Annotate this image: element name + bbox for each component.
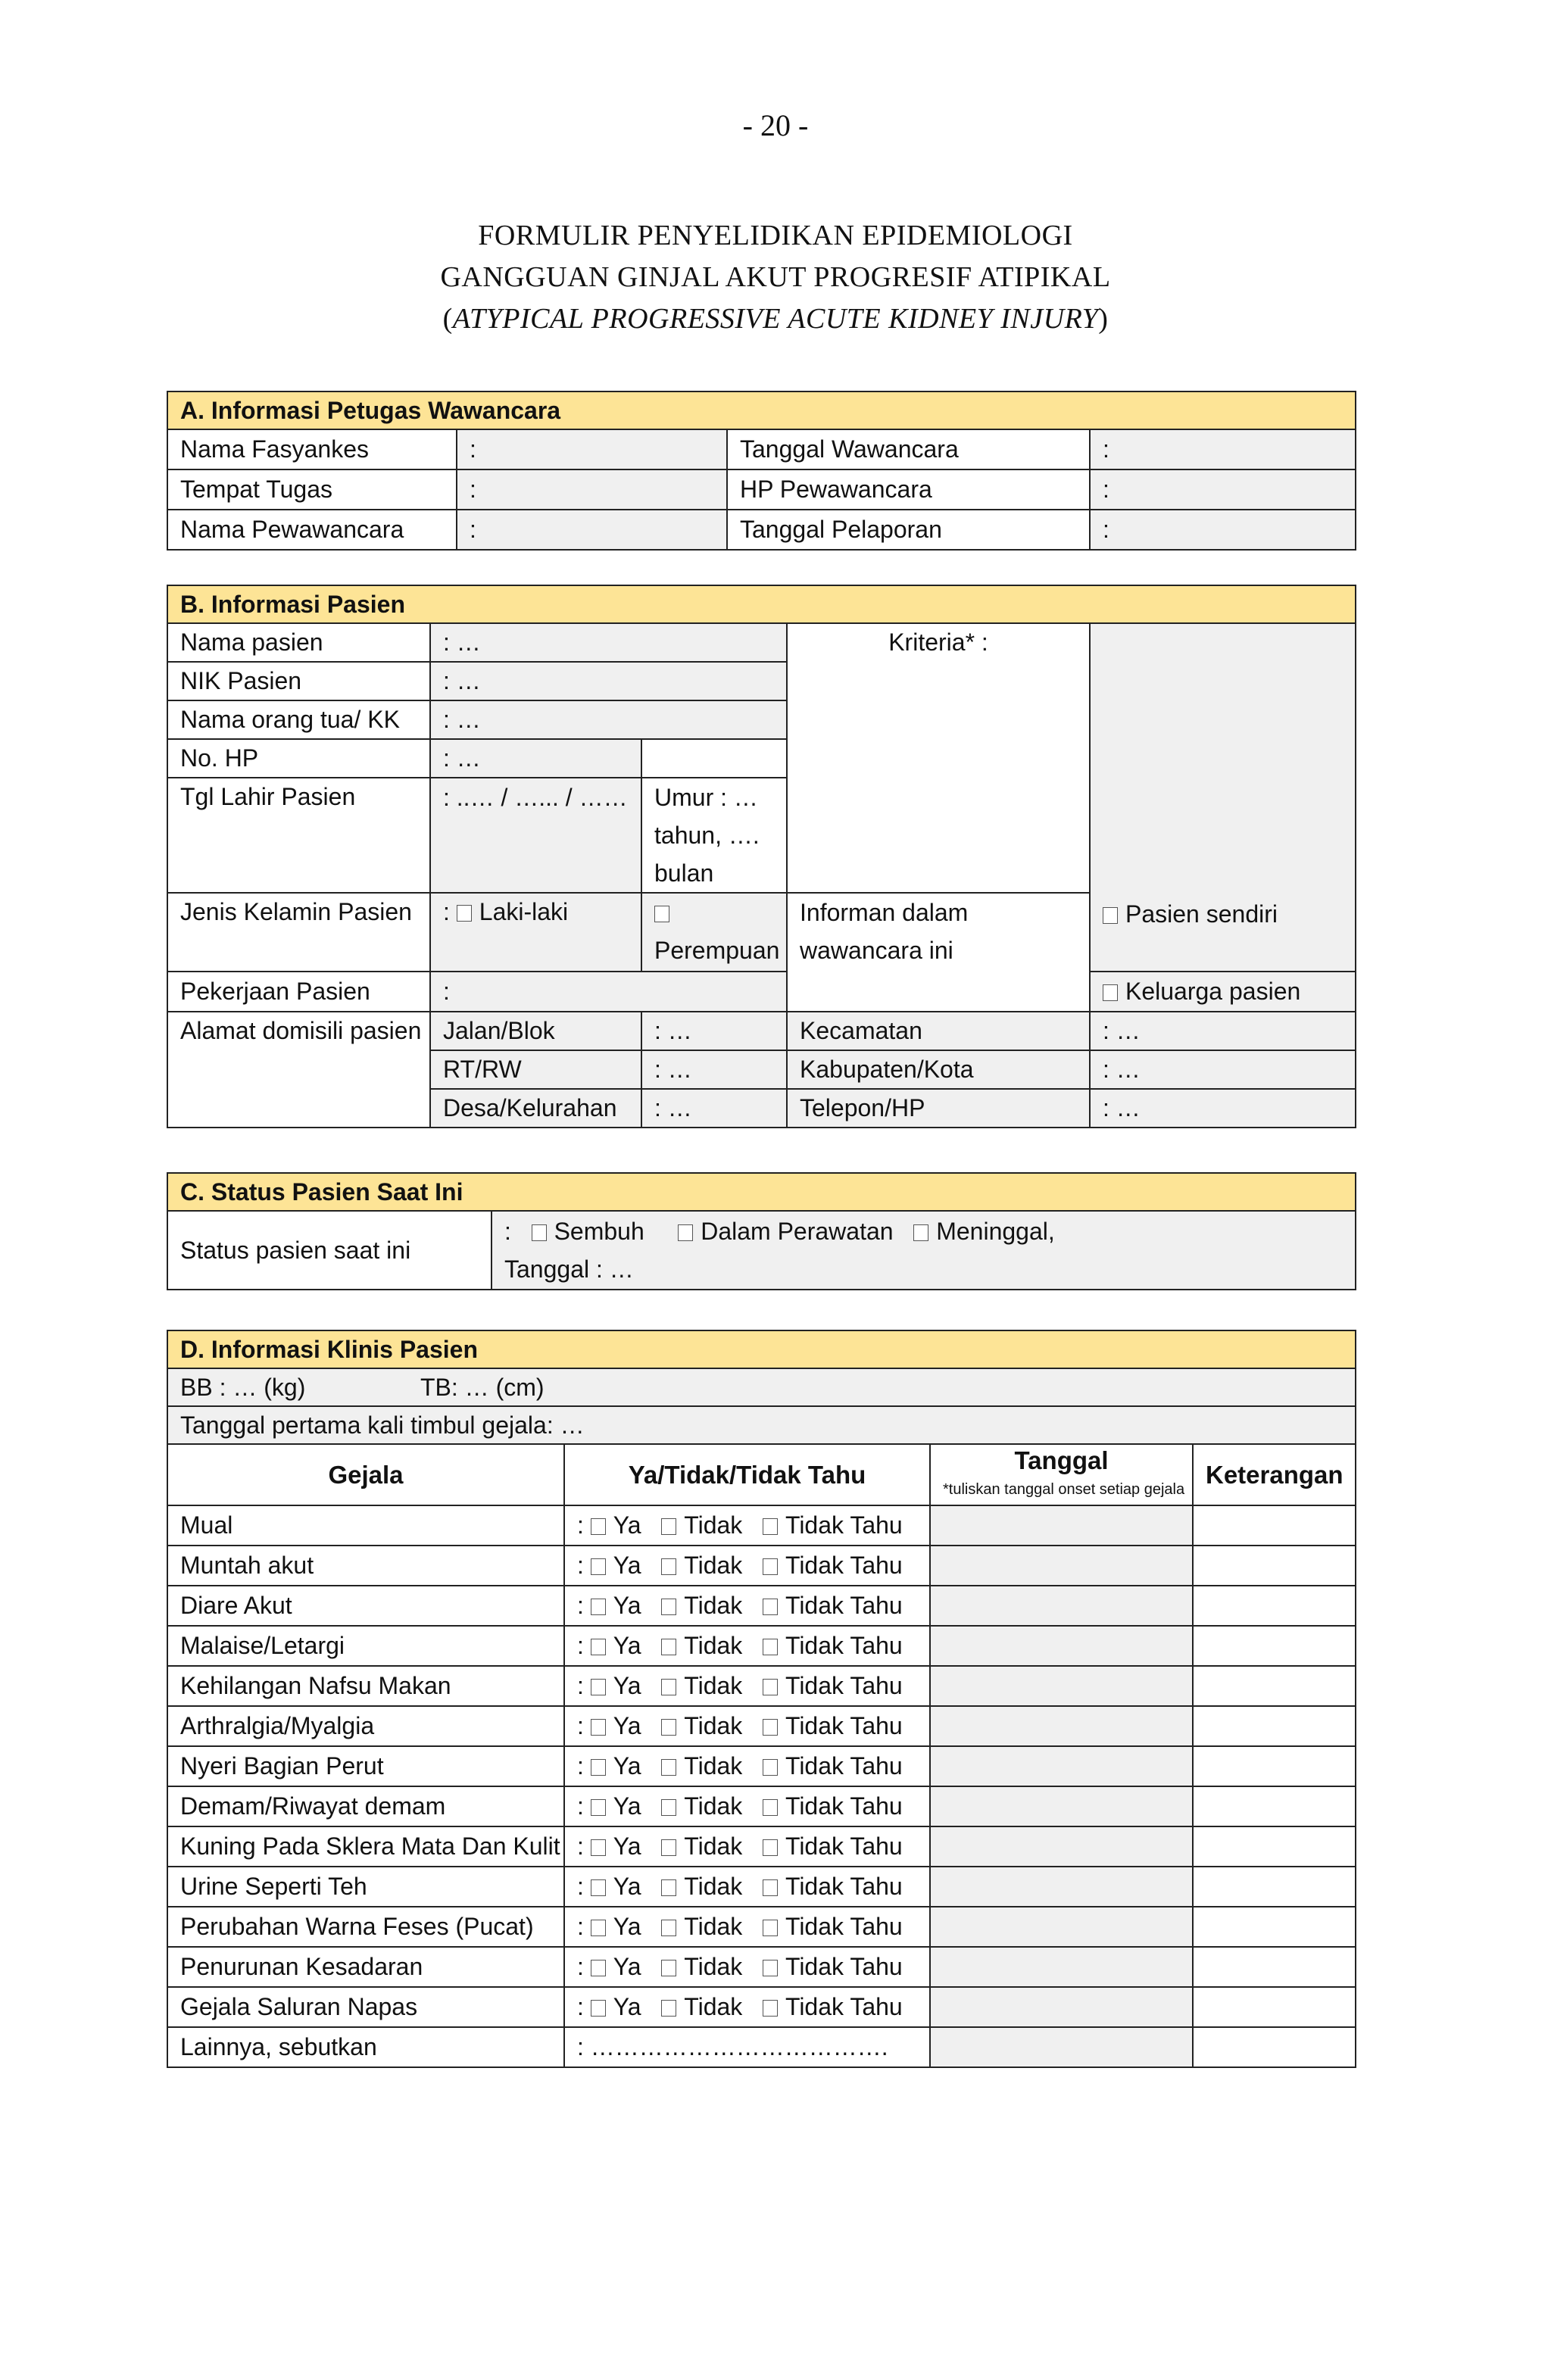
informan-option-keluarga[interactable]: Keluarga pasien xyxy=(1090,972,1356,1012)
checkbox-icon[interactable] xyxy=(661,1799,676,1816)
field-label: Tanggal Wawancara xyxy=(727,429,1090,469)
table-row xyxy=(167,1666,1356,1706)
keterangan-cell[interactable] xyxy=(1193,1746,1356,1786)
checkbox-icon[interactable] xyxy=(763,1558,778,1575)
option-ya[interactable]: Ya xyxy=(613,1511,641,1539)
bb-field[interactable]: BB : … (kg) xyxy=(180,1373,306,1401)
keterangan-cell[interactable] xyxy=(1193,1987,1356,2027)
symptom-label: Mual xyxy=(167,1505,564,1546)
nama-fasyankes-field[interactable]: : xyxy=(457,429,727,469)
checkbox-icon[interactable] xyxy=(763,1759,778,1776)
telepon-hp-field[interactable]: : … xyxy=(1090,1089,1356,1128)
checkbox-icon[interactable] xyxy=(763,1960,778,1976)
column-header-tanggal-note: *tuliskan tanggal onset setiap gejala xyxy=(943,1480,1185,1498)
informan-option-pasien-sendiri[interactable]: Pasien sendiri xyxy=(1103,899,1278,929)
tempat-tugas-field[interactable]: : xyxy=(457,469,727,510)
tanggal-cell[interactable] xyxy=(930,1867,1193,1907)
option-tidak-tahu[interactable]: Tidak Tahu xyxy=(785,1953,903,1980)
checkbox-icon[interactable] xyxy=(661,2000,676,2017)
section-a-header: A. Informasi Petugas Wawancara xyxy=(167,391,1356,429)
checkbox-icon[interactable] xyxy=(763,1518,778,1535)
option-tidak-tahu[interactable]: Tidak Tahu xyxy=(785,1552,903,1579)
option-ya[interactable]: Ya xyxy=(613,1913,641,1940)
symptom-options[interactable]: : Ya Tidak Tidak Tahu xyxy=(564,1666,930,1706)
status-pasien-field[interactable]: : Sembuh Dalam Perawatan Meninggal, Tanggal : … xyxy=(492,1211,1356,1290)
tanggal-cell[interactable] xyxy=(930,1907,1193,1947)
nik-field[interactable]: : … xyxy=(430,662,787,700)
nama-orangtua-field[interactable]: : … xyxy=(430,700,787,739)
table-row xyxy=(167,1786,1356,1826)
option-tidak[interactable]: Tidak xyxy=(684,1913,743,1940)
address-label: RT/RW xyxy=(430,1050,641,1089)
lainnya-field[interactable]: : ………………………………. xyxy=(564,2027,930,2067)
table-row xyxy=(167,2027,1356,2067)
field-label: Nama Pewawancara xyxy=(167,510,457,550)
checkbox-icon[interactable] xyxy=(661,1719,676,1736)
option-tidak-tahu[interactable]: Tidak Tahu xyxy=(785,1712,903,1739)
option-meninggal[interactable]: Meninggal, xyxy=(936,1218,1055,1245)
keterangan-cell[interactable] xyxy=(1193,1546,1356,1586)
option-tidak-tahu[interactable]: Tidak Tahu xyxy=(785,1792,903,1820)
checkbox-icon[interactable] xyxy=(678,1224,693,1241)
checkbox-icon[interactable] xyxy=(661,1639,676,1655)
symptom-options[interactable]: : Ya Tidak Tidak Tahu xyxy=(564,1505,930,1546)
table-row xyxy=(167,1706,1356,1746)
field-label: Tgl Lahir Pasien xyxy=(167,778,430,893)
field-label: NIK Pasien xyxy=(167,662,430,700)
table-row xyxy=(167,1907,1356,1947)
checkbox-icon[interactable] xyxy=(591,1679,606,1695)
hp-pewawancara-field[interactable]: : xyxy=(1090,469,1356,510)
tanggal-cell[interactable] xyxy=(930,1626,1193,1666)
keterangan-cell[interactable] xyxy=(1193,1786,1356,1826)
checkbox-icon[interactable] xyxy=(763,1679,778,1695)
field-label: Alamat domisili pasien xyxy=(167,1012,430,1128)
address-label: Jalan/Blok xyxy=(430,1012,641,1050)
symptom-options[interactable]: : Ya Tidak Tidak Tahu xyxy=(564,1947,930,1987)
checkbox-icon[interactable] xyxy=(913,1224,928,1241)
option-tidak[interactable]: Tidak xyxy=(684,1953,743,1980)
field-label: Nama orang tua/ KK xyxy=(167,700,430,739)
symptom-options[interactable]: : Ya Tidak Tidak Tahu xyxy=(564,1626,930,1666)
checkbox-icon[interactable] xyxy=(591,1518,606,1535)
checkbox-icon[interactable] xyxy=(591,1759,606,1776)
address-label: Kabupaten/Kota xyxy=(787,1050,1090,1089)
field-label: Tempat Tugas xyxy=(167,469,457,510)
keterangan-cell[interactable] xyxy=(1193,1907,1356,1947)
title-line-1: FORMULIR PENYELIDIKAN EPIDEMIOLOGI xyxy=(478,220,1073,251)
field-label: No. HP xyxy=(167,739,430,778)
tb-field[interactable]: TB: … (cm) xyxy=(420,1373,545,1401)
tanggal-pelaporan-field[interactable]: : xyxy=(1090,510,1356,550)
option-tidak-tahu[interactable]: Tidak Tahu xyxy=(785,1672,903,1699)
bb-tb-field[interactable] xyxy=(167,1368,1356,1406)
form-title xyxy=(0,215,1551,340)
checkbox-icon[interactable] xyxy=(532,1224,547,1241)
tanggal-cell[interactable] xyxy=(930,1706,1193,1746)
address-label: Desa/Kelurahan xyxy=(430,1089,641,1128)
jenis-kelamin-option-perempuan[interactable]: Perempuan xyxy=(641,893,787,972)
option-ya[interactable]: Ya xyxy=(613,1672,641,1699)
option-tidak-tahu[interactable]: Tidak Tahu xyxy=(785,1511,903,1539)
option-ya[interactable]: Ya xyxy=(613,1752,641,1780)
checkbox-icon[interactable] xyxy=(763,1639,778,1655)
kecamatan-field[interactable]: : … xyxy=(1090,1012,1356,1050)
checkbox-icon[interactable] xyxy=(661,1518,676,1535)
keterangan-cell[interactable] xyxy=(1193,1947,1356,1987)
option-tidak-tahu[interactable]: Tidak Tahu xyxy=(785,1592,903,1619)
symptom-label: Nyeri Bagian Perut xyxy=(167,1746,564,1786)
table-row xyxy=(167,1586,1356,1626)
option-tidak[interactable]: Tidak xyxy=(684,1592,743,1619)
section-d-table xyxy=(167,1330,1356,2068)
tanggal-meninggal-field[interactable]: Tanggal : … xyxy=(504,1256,634,1283)
checkbox-icon[interactable] xyxy=(591,1879,606,1896)
symptom-label: Arthralgia/Myalgia xyxy=(167,1706,564,1746)
keterangan-cell[interactable] xyxy=(1193,1826,1356,1867)
checkbox-icon[interactable] xyxy=(457,905,472,922)
checkbox-icon[interactable] xyxy=(763,1799,778,1816)
option-tidak-tahu[interactable]: Tidak Tahu xyxy=(785,1873,903,1900)
tanggal-cell[interactable] xyxy=(930,1746,1193,1786)
symptom-label: Penurunan Kesadaran xyxy=(167,1947,564,1987)
jalan-blok-field[interactable]: : … xyxy=(641,1012,787,1050)
keterangan-cell[interactable] xyxy=(1193,1666,1356,1706)
checkbox-icon[interactable] xyxy=(763,2000,778,2017)
checkbox-icon[interactable] xyxy=(661,1960,676,1976)
checkbox-icon[interactable] xyxy=(591,1719,606,1736)
option-tidak-tahu[interactable]: Tidak Tahu xyxy=(785,1913,903,1940)
checkbox-icon[interactable] xyxy=(591,1920,606,1936)
field-label: Nama Fasyankes xyxy=(167,429,457,469)
rt-rw-field[interactable]: : … xyxy=(641,1050,787,1089)
section-c-header: C. Status Pasien Saat Ini xyxy=(167,1173,1356,1211)
checkbox-icon[interactable] xyxy=(661,1558,676,1575)
symptom-options[interactable]: : Ya Tidak Tidak Tahu xyxy=(564,1546,930,1586)
address-label: Telepon/HP xyxy=(787,1089,1090,1128)
checkbox-icon[interactable] xyxy=(591,2000,606,2017)
checkbox-icon[interactable] xyxy=(654,906,669,922)
checkbox-icon[interactable] xyxy=(591,1839,606,1856)
tanggal-cell[interactable] xyxy=(930,1505,1193,1546)
column-header-gejala: Gejala xyxy=(167,1444,564,1505)
checkbox-icon[interactable] xyxy=(1103,984,1118,1001)
table-row xyxy=(167,1505,1356,1546)
nohp-field[interactable]: : … xyxy=(430,739,641,778)
symptom-options[interactable]: : Ya Tidak Tidak Tahu xyxy=(564,1706,930,1746)
tanggal-cell[interactable] xyxy=(930,1826,1193,1867)
option-tidak[interactable]: Tidak xyxy=(684,1672,743,1699)
option-dalam-perawatan[interactable]: Dalam Perawatan xyxy=(701,1218,894,1245)
option-ya[interactable]: Ya xyxy=(613,1953,641,1980)
option-tidak[interactable]: Tidak xyxy=(684,1833,743,1860)
checkbox-icon[interactable] xyxy=(763,1920,778,1936)
option-ya[interactable]: Ya xyxy=(613,1993,641,2020)
field-label: Nama pasien xyxy=(167,623,430,662)
tanggal-cell[interactable] xyxy=(930,1947,1193,1987)
option-ya[interactable]: Ya xyxy=(613,1712,641,1739)
option-tidak[interactable]: Tidak xyxy=(684,1511,743,1539)
option-tidak[interactable]: Tidak xyxy=(684,1752,743,1780)
checkbox-icon[interactable] xyxy=(661,1679,676,1695)
symptom-options[interactable]: : Ya Tidak Tidak Tahu xyxy=(564,1867,930,1907)
tanggal-cell[interactable] xyxy=(930,1987,1193,2027)
column-header-ya-tidak: Ya/Tidak/Tidak Tahu xyxy=(564,1444,930,1505)
tanggal-cell[interactable] xyxy=(930,1586,1193,1626)
tanggal-gejala-field[interactable]: Tanggal pertama kali timbul gejala: … xyxy=(167,1406,1356,1444)
table-row xyxy=(167,1746,1356,1786)
title-line-2: GANGGUAN GINJAL AKUT PROGRESIF ATIPIKAL xyxy=(440,261,1111,293)
checkbox-icon[interactable] xyxy=(591,1960,606,1976)
tgl-lahir-field[interactable]: : ..… / …... / …… xyxy=(430,778,641,893)
checkbox-icon[interactable] xyxy=(591,1599,606,1615)
empty-cell xyxy=(641,739,787,778)
option-ya[interactable]: Ya xyxy=(613,1632,641,1659)
field-label: HP Pewawancara xyxy=(727,469,1090,510)
field-label: Pekerjaan Pasien xyxy=(167,972,430,1012)
pekerjaan-field[interactable]: : xyxy=(430,972,787,1012)
option-tidak[interactable]: Tidak xyxy=(684,1873,743,1900)
tanggal-cell[interactable] xyxy=(930,1546,1193,1586)
informan-label: Informan dalam wawancara ini xyxy=(787,893,1090,1012)
option-tidak-tahu[interactable]: Tidak Tahu xyxy=(785,1993,903,2020)
option-tidak-tahu[interactable]: Tidak Tahu xyxy=(785,1752,903,1780)
column-header-keterangan: Keterangan xyxy=(1193,1444,1356,1505)
option-tidak[interactable]: Tidak xyxy=(684,1712,743,1739)
table-row xyxy=(167,1867,1356,1907)
option-ya[interactable]: Ya xyxy=(613,1873,641,1900)
checkbox-icon[interactable] xyxy=(763,1719,778,1736)
keterangan-cell[interactable] xyxy=(1193,1626,1356,1666)
jenis-kelamin-option-laki[interactable]: : Laki-laki xyxy=(430,893,641,972)
table-row xyxy=(167,1987,1356,2027)
symptom-options[interactable]: : Ya Tidak Tidak Tahu xyxy=(564,1826,930,1867)
symptom-label: Kuning Pada Sklera Mata Dan Kulit xyxy=(167,1826,564,1867)
tanggal-wawancara-field[interactable]: : xyxy=(1090,429,1356,469)
tanggal-cell[interactable] xyxy=(930,1666,1193,1706)
checkbox-icon[interactable] xyxy=(591,1558,606,1575)
option-ya[interactable]: Ya xyxy=(613,1592,641,1619)
tanggal-cell[interactable] xyxy=(930,1786,1193,1826)
option-ya[interactable]: Ya xyxy=(613,1552,641,1579)
table-row xyxy=(167,1826,1356,1867)
option-tidak[interactable]: Tidak xyxy=(684,1993,743,2020)
symptom-label: Gejala Saluran Napas xyxy=(167,1987,564,2027)
table-row xyxy=(167,1626,1356,1666)
column-header-tanggal: Tanggal *tuliskan tanggal onset setiap gejala xyxy=(930,1444,1193,1505)
checkbox-icon[interactable] xyxy=(591,1799,606,1816)
checkbox-icon[interactable] xyxy=(763,1839,778,1856)
option-ya[interactable]: Ya xyxy=(613,1792,641,1820)
section-a-table xyxy=(167,391,1356,551)
checkbox-icon[interactable] xyxy=(661,1759,676,1776)
checkbox-icon[interactable] xyxy=(661,1599,676,1615)
section-b-table xyxy=(167,585,1356,1128)
field-label: Jenis Kelamin Pasien xyxy=(167,893,430,972)
keterangan-cell[interactable] xyxy=(1193,1706,1356,1746)
section-c-table xyxy=(167,1172,1356,1290)
symptom-options[interactable]: : Ya Tidak Tidak Tahu xyxy=(564,1786,930,1826)
umur-field[interactable]: Umur : … tahun, …. bulan xyxy=(641,778,787,893)
section-a-row xyxy=(167,429,1356,469)
section-a-row xyxy=(167,510,1356,550)
checkbox-icon[interactable] xyxy=(661,1920,676,1936)
keterangan-cell[interactable] xyxy=(1193,1867,1356,1907)
keterangan-cell[interactable] xyxy=(1193,1586,1356,1626)
section-a-row xyxy=(167,469,1356,510)
symptom-label: Urine Seperti Teh xyxy=(167,1867,564,1907)
checkbox-icon[interactable] xyxy=(661,1839,676,1856)
table-row xyxy=(167,1947,1356,1987)
nama-pewawancara-field[interactable]: : xyxy=(457,510,727,550)
section-d-header: D. Informasi Klinis Pasien xyxy=(167,1330,1356,1368)
checkbox-icon[interactable] xyxy=(763,1599,778,1615)
checkbox-icon[interactable] xyxy=(591,1639,606,1655)
checkbox-icon[interactable] xyxy=(1103,907,1118,924)
page-number: - 20 - xyxy=(742,108,809,142)
symptom-options[interactable]: : Ya Tidak Tidak Tahu xyxy=(564,1987,930,2027)
kabupaten-kota-field[interactable]: : … xyxy=(1090,1050,1356,1089)
table-row xyxy=(167,1546,1356,1586)
checkbox-icon[interactable] xyxy=(661,1879,676,1896)
tanggal-cell[interactable] xyxy=(930,2027,1193,2067)
symptom-label: Muntah akut xyxy=(167,1546,564,1586)
nama-pasien-field[interactable]: : … xyxy=(430,623,787,662)
field-label: Status pasien saat ini xyxy=(167,1211,492,1290)
kriteria-label: Kriteria* : xyxy=(787,623,1090,893)
symptom-options[interactable]: : Ya Tidak Tidak Tahu xyxy=(564,1746,930,1786)
symptom-label: Demam/Riwayat demam xyxy=(167,1786,564,1826)
symptom-label: Diare Akut xyxy=(167,1586,564,1626)
checkbox-icon[interactable] xyxy=(763,1879,778,1896)
option-tidak-tahu[interactable]: Tidak Tahu xyxy=(785,1833,903,1860)
symptom-options[interactable]: : Ya Tidak Tidak Tahu xyxy=(564,1907,930,1947)
symptom-label: Kehilangan Nafsu Makan xyxy=(167,1666,564,1706)
option-tidak-tahu[interactable]: Tidak Tahu xyxy=(785,1632,903,1659)
option-tidak[interactable]: Tidak xyxy=(684,1632,743,1659)
option-sembuh[interactable]: Sembuh xyxy=(554,1218,644,1245)
option-ya[interactable]: Ya xyxy=(613,1833,641,1860)
option-tidak[interactable]: Tidak xyxy=(684,1792,743,1820)
symptom-options[interactable]: : Ya Tidak Tidak Tahu xyxy=(564,1586,930,1626)
desa-kelurahan-field[interactable]: : … xyxy=(641,1089,787,1128)
keterangan-cell[interactable] xyxy=(1193,2027,1356,2067)
symptom-label: Perubahan Warna Feses (Pucat) xyxy=(167,1907,564,1947)
section-b-header: B. Informasi Pasien xyxy=(167,585,1356,623)
address-label: Kecamatan xyxy=(787,1012,1090,1050)
symptom-label: Lainnya, sebutkan xyxy=(167,2027,564,2067)
symptom-label: Malaise/Letargi xyxy=(167,1626,564,1666)
field-label: Tanggal Pelaporan xyxy=(727,510,1090,550)
title-line-3: (ATYPICAL PROGRESSIVE ACUTE KIDNEY INJURY) xyxy=(442,303,1109,335)
option-tidak[interactable]: Tidak xyxy=(684,1552,743,1579)
keterangan-cell[interactable] xyxy=(1193,1505,1356,1546)
